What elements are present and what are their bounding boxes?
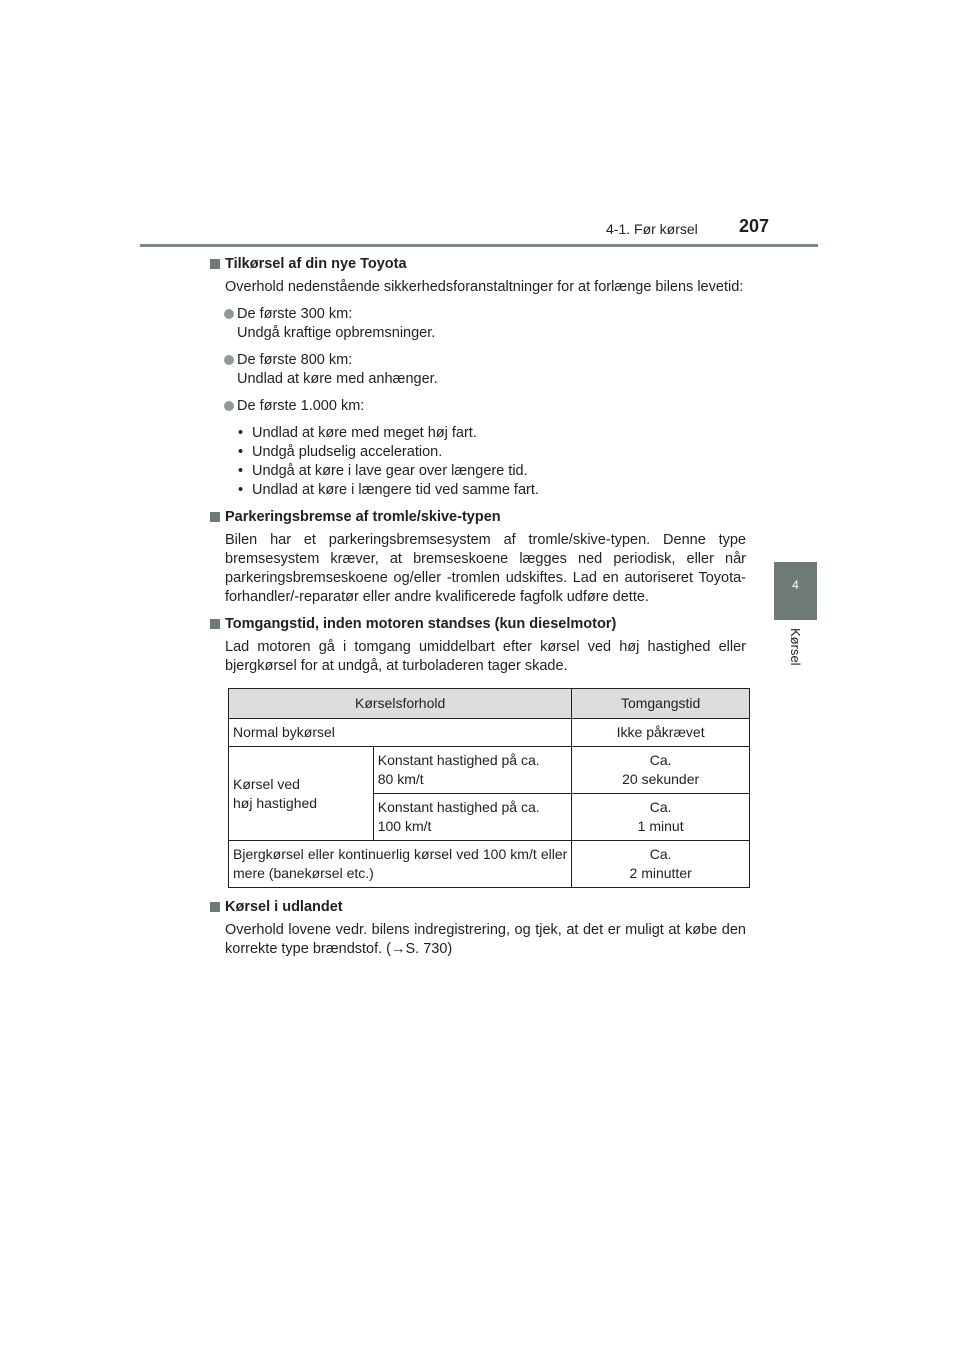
list-item: De første 300 km: Undgå kraftige opbremsninger. [210,305,746,343]
table-cell: Ca. 2 minutter [572,841,750,888]
list-item: De første 800 km: Undlad at køre med anhænger. [210,351,746,389]
table-cell: Bjergkørsel eller kontinuerlig kørsel ved 100 km/t eller mere (banekørsel etc.) [229,841,572,888]
sub-list-item: • Undgå at køre i lave gear over længere tid. [238,462,746,481]
list-item: De første 1.000 km: [210,397,746,416]
section-text: Overhold lovene vedr. bilens indregistrering, og tjek, at det er muligt at købe den korrekte type brændstof. (→S. 730) [225,922,746,957]
section-text: Bilen har et parkeringsbremsesystem af tromle/skive-typen. Denne type bremsesystem kræver, at bremseskoene lægges ned periodisk, eller når parkeringsbremseskoene og/eller -tromlen udskiftes. Lad en autoriseret Toyota-forhandler/-reparatør eller andre kvalificerede fagfolk udføre dette. [225,532,746,605]
table-header-cell: Kørselsforhold [229,689,572,719]
table-row [229,841,750,888]
chapter-label: Kørsel [788,628,803,666]
table-header-row [229,689,750,719]
header-divider [140,244,818,247]
circle-bullet-icon [224,401,234,411]
square-bullet-icon [210,619,220,629]
table-cell: Kørsel ved høj hastighed [229,747,374,841]
table-row [229,747,750,794]
table-cell: Normal bykørsel [229,719,572,747]
section-text: Overhold nedenstående sikkerhedsforanstaltninger for at forlænge bilens levetid: [225,279,744,295]
table-cell: Ca. 20 sekunder [572,747,750,794]
circle-bullet-icon [224,355,234,365]
square-bullet-icon [210,259,220,269]
table-cell: Ca. 1 minut [572,794,750,841]
section-heading: Kørsel i udlandet [210,898,746,917]
section-heading: Tomgangstid, inden motoren standses (kun dieselmotor) [210,615,746,634]
table-cell: Konstant hastighed på ca. 100 km/t [373,794,572,841]
page-content [210,255,746,967]
table-header-cell: Tomgangstid [572,689,750,719]
table-row [229,719,750,747]
sub-list [210,424,746,500]
circle-bullet-icon [224,309,234,319]
table-cell: Ikke påkrævet [572,719,750,747]
section-heading: Tilkørsel af din nye Toyota [210,255,746,274]
idle-time-table [228,688,750,888]
section-heading: Parkeringsbremse af tromle/skive-typen [210,508,746,527]
section-title: 4-1. Før kørsel [606,221,698,237]
chapter-number: 4 [792,578,799,592]
section-text: Lad motoren gå i tomgang umiddelbart efter kørsel ved høj hastighed eller bjergkørsel for at undgå, at turboladeren tager skade. [225,639,746,674]
chapter-tab [774,562,817,620]
sub-list-item: • Undlad at køre i længere tid ved samme fart. [238,481,746,500]
sub-list-item: • Undgå pludselig acceleration. [238,443,746,462]
table-cell: Konstant hastighed på ca. 80 km/t [373,747,572,794]
page-number: 207 [739,216,770,236]
sub-list-item: • Undlad at køre med meget høj fart. [238,424,746,443]
square-bullet-icon [210,902,220,912]
square-bullet-icon [210,512,220,522]
